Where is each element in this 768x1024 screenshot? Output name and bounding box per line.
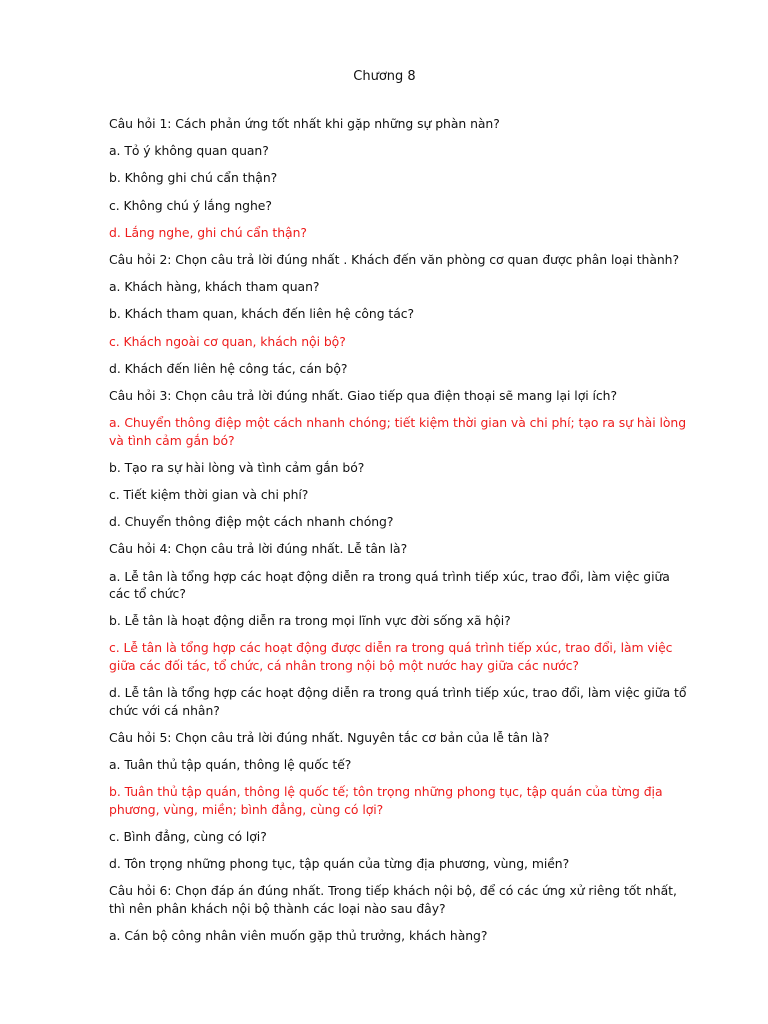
- answer-option: a. Tỏ ý không quan quan?: [109, 143, 269, 159]
- answer-option: b. Không ghi chú cẩn thận?: [109, 170, 278, 186]
- answer-option-correct: c. Khách ngoài cơ quan, khách nội bộ?: [109, 333, 346, 349]
- question-text: Câu hỏi 3: Chọn câu trả lời đúng nhất. Giao tiếp qua điện thoại sẽ mang lại lợi ích?: [109, 387, 617, 403]
- question-text: Câu hỏi 2: Chọn câu trả lời đúng nhất . Khách đến văn phòng cơ quan được phân loại thành?: [109, 251, 680, 267]
- answer-option: d. Khách đến liên hệ công tác, cán bộ?: [109, 360, 348, 376]
- answer-option-correct: a. Chuyển thông điệp một cách nhanh chóng; tiết kiệm thời gian và chi phí; tạo ra sự hài lòng và tình cảm gắn bó?: [109, 415, 687, 448]
- answer-option: d. Chuyển thông điệp một cách nhanh chóng?: [109, 514, 394, 530]
- question-text: Câu hỏi 1: Cách phản ứng tốt nhất khi gặp những sự phàn nàn?: [109, 116, 500, 131]
- question-text: Câu hỏi 4: Chọn câu trả lời đúng nhất. Lễ tân là?: [109, 541, 408, 557]
- answer-option: c. Không chú ý lắng nghe?: [109, 197, 272, 213]
- answer-option-correct: d. Lắng nghe, ghi chú cẩn thận?: [109, 224, 307, 240]
- answer-option: c. Tiết kiệm thời gian và chi phí?: [109, 486, 309, 502]
- question-text: Câu hỏi 6: Chọn đáp án đúng nhất. Trong tiếp khách nội bộ, để có các ứng xử riêng tốt nhất, thì nên phân khách nội bộ thành các loại nào sau đây?: [109, 883, 677, 916]
- answer-option: b. Lễ tân là hoạt động diễn ra trong mọi lĩnh vực đời sống xã hội?: [109, 613, 511, 629]
- chapter-title: Chương 8: [353, 69, 416, 84]
- answer-option: a. Khách hàng, khách tham quan?: [109, 279, 320, 295]
- answer-option: a. Cán bộ công nhân viên muốn gặp thủ trưởng, khách hàng?: [109, 927, 488, 943]
- answer-option: b. Tạo ra sự hài lòng và tình cảm gắn bó?: [109, 459, 365, 475]
- question-text: Câu hỏi 5: Chọn câu trả lời đúng nhất. Nguyên tắc cơ bản của lễ tân là?: [109, 729, 550, 745]
- answer-option: c. Bình đẳng, cùng có lợi?: [109, 828, 267, 844]
- answer-option: b. Khách tham quan, khách đến liên hệ công tác?: [109, 306, 415, 322]
- answer-option-correct: c. Lễ tân là tổng hợp các hoạt động được diễn ra trong quá trình tiếp xúc, trao đổi, làm việc giữa các đối tác, tổ chức, cá nhân trong nội bộ một nước hay giữa các nước?: [109, 640, 673, 673]
- answer-option: a. Lễ tân là tổng hợp các hoạt động diễn ra trong quá trình tiếp xúc, trao đổi, làm việc giữa các tổ chức?: [109, 568, 670, 601]
- answer-option: a. Tuân thủ tập quán, thông lệ quốc tế?: [109, 756, 352, 772]
- answer-option: d. Lễ tân là tổng hợp các hoạt động diễn ra trong quá trình tiếp xúc, trao đổi, làm việc giữa tổ chức với cá nhân?: [109, 685, 687, 718]
- answer-option: d. Tôn trọng những phong tục, tập quán của từng địa phương, vùng, miền?: [109, 856, 570, 871]
- document-body: [109, 115, 688, 944]
- answer-option-correct: b. Tuân thủ tập quán, thông lệ quốc tế; tôn trọng những phong tục, tập quán của từng địa phương, vùng, miền; bình đẳng, cùng có lợi?: [109, 784, 663, 817]
